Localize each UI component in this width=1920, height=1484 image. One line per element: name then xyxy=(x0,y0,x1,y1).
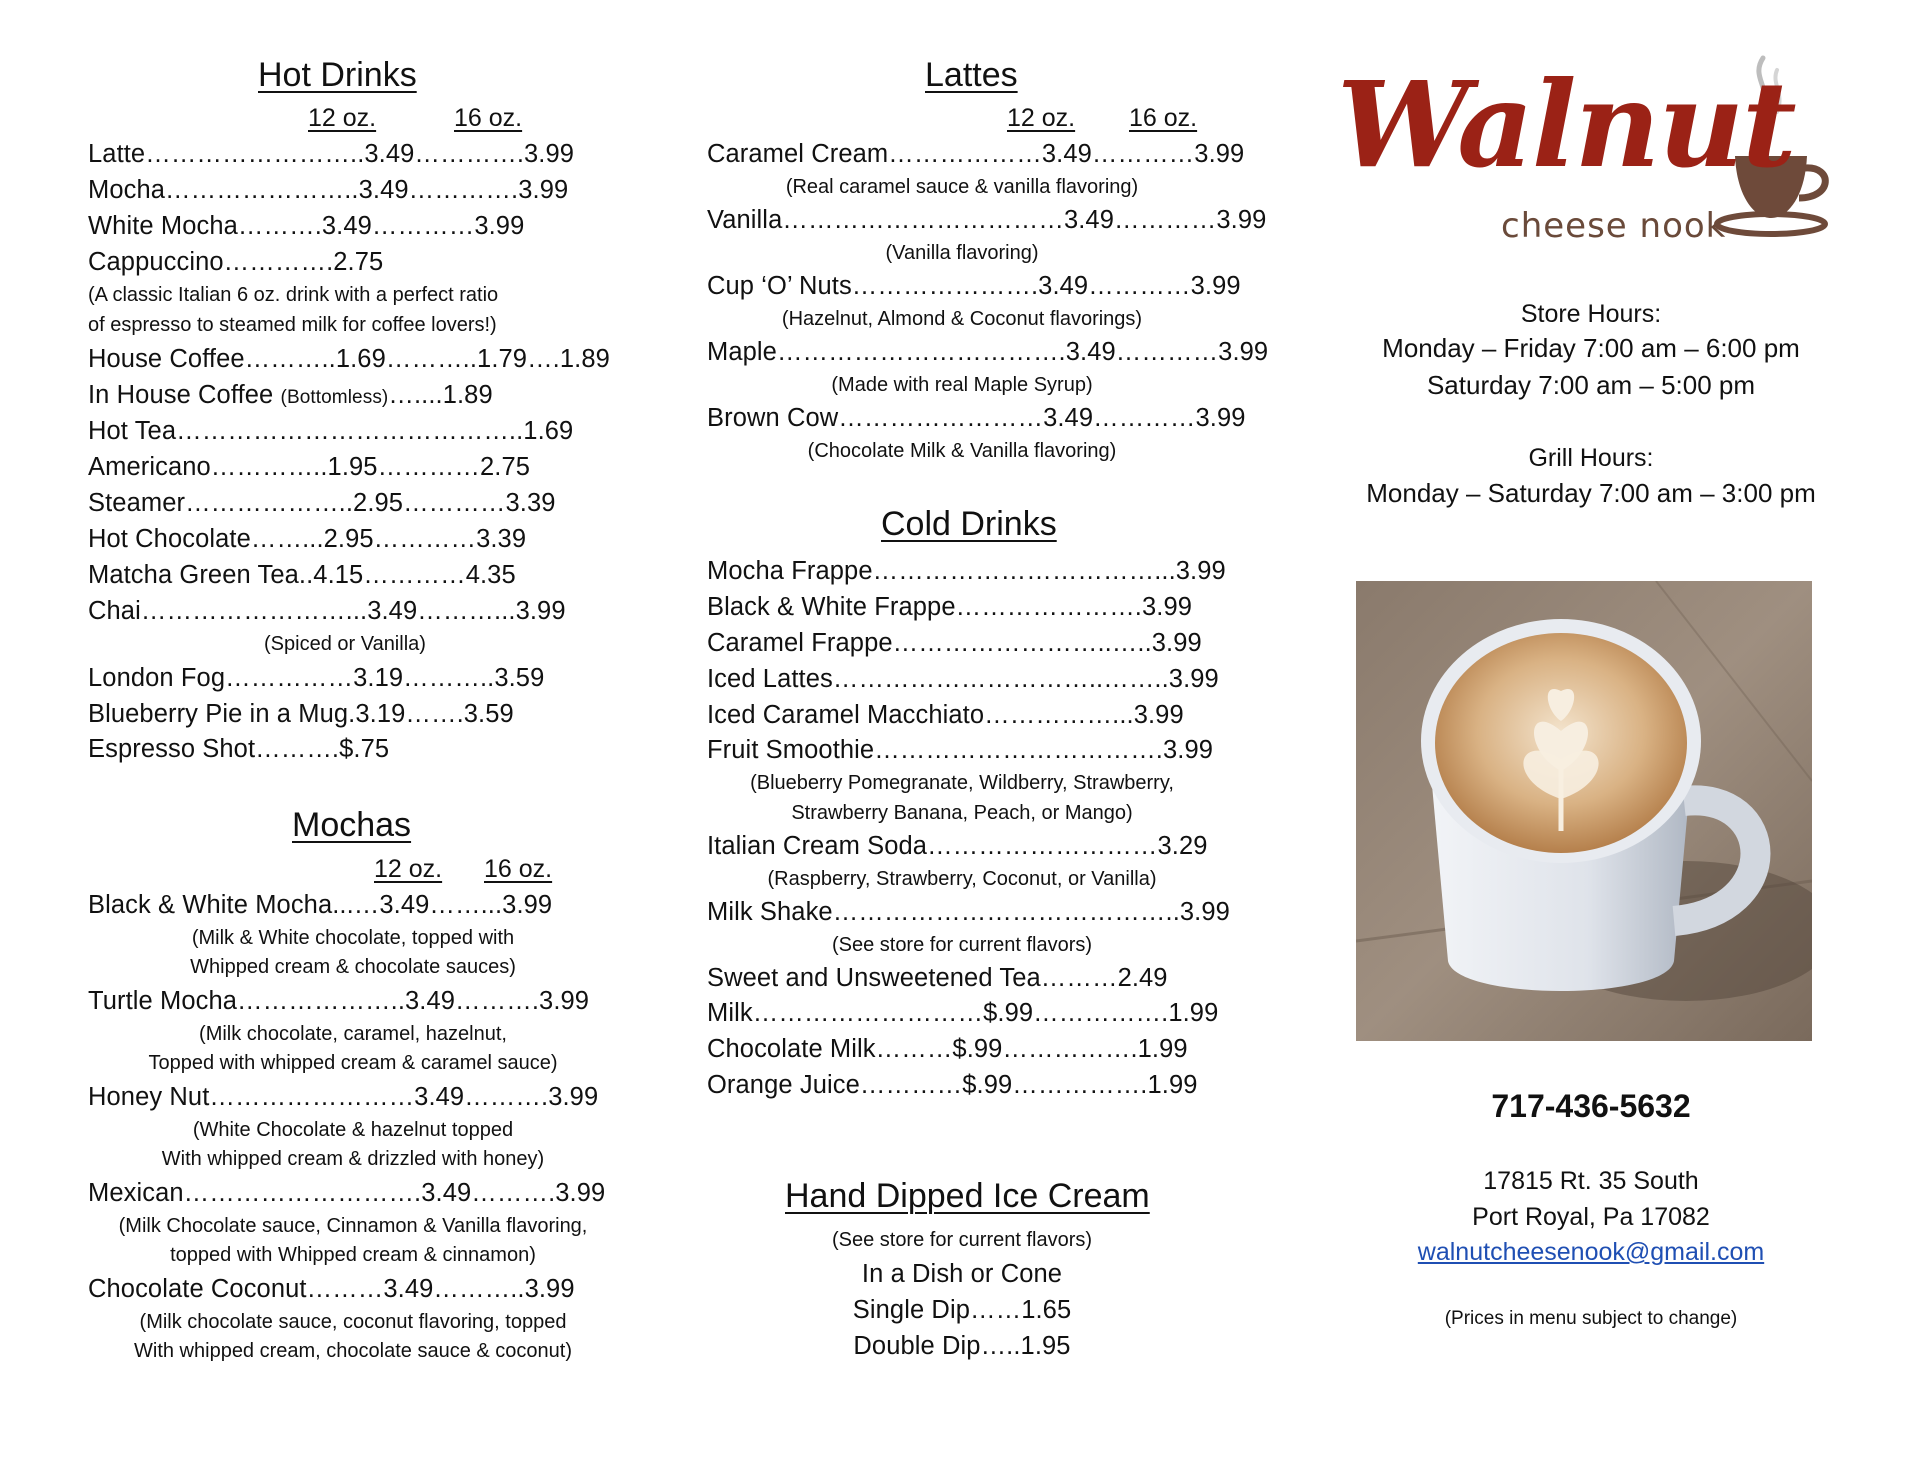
menu-item: House Coffee………..1.69………..1.79….1.89 xyxy=(88,345,610,373)
item-description: (Milk & White chocolate, topped with xyxy=(191,927,515,949)
size-16oz-label: 16 oz. xyxy=(454,104,523,132)
menu-item: Espresso Shot……….$.75 xyxy=(88,735,390,763)
menu-item: Maple…………………………….3.49…………3.99 xyxy=(707,338,1269,366)
menu-item: Double Dip…..1.95 xyxy=(853,1332,1071,1360)
size-16oz-label: 16 oz. xyxy=(484,855,553,883)
menu-item: Caramel Frappe……………………..…..3.99 xyxy=(707,629,1202,657)
size-12oz-label: 12 oz. xyxy=(1007,104,1076,132)
menu-item-name: In House Coffee xyxy=(88,381,274,409)
menu-item: Cup ‘O’ Nuts………………….3.49…………3.99 xyxy=(707,272,1241,300)
menu-item: Orange Juice…………$.99…………….1.99 xyxy=(707,1071,1198,1099)
menu-item: Latte……………………..3.49………….3.99 xyxy=(88,140,575,168)
menu-item: Chocolate Milk………$.99…………….1.99 xyxy=(707,1035,1188,1063)
menu-item-qualifier: (Bottomless) xyxy=(280,387,389,408)
menu-item: London Fog……………3.19………..3.59 xyxy=(88,664,545,692)
item-description: Whipped cream & chocolate sauces) xyxy=(190,956,516,978)
size-12oz-label: 12 oz. xyxy=(374,855,443,883)
menu-item: Black & White Frappe………………….3.99 xyxy=(707,593,1193,621)
section-title-lattes: Lattes xyxy=(925,56,1018,94)
logo-wordmark: Walnut xyxy=(1337,55,1795,194)
store-hours-weekday: Monday – Friday 7:00 am – 6:00 pm xyxy=(1382,333,1800,363)
item-description: (Hazelnut, Almond & Coconut flavorings) xyxy=(781,308,1143,330)
menu-item: Cappuccino………….2.75 xyxy=(88,248,384,276)
menu-item: Mocha…………………..3.49………….3.99 xyxy=(88,176,569,204)
grill-hours-title: Grill Hours: xyxy=(1528,444,1654,472)
menu-item: Italian Cream Soda………………………3.29 xyxy=(707,832,1208,860)
walnut-cheese-nook-logo xyxy=(1325,48,1845,268)
menu-item: Milk Shake…………………………………..3.99 xyxy=(707,898,1230,926)
menu-item: Chai……………………...3.49………...3.99 xyxy=(88,597,566,625)
menu-item: Caramel Cream………………3.49…………3.99 xyxy=(707,140,1245,168)
menu-item: Hot Tea…………………………………..1.69 xyxy=(88,417,574,445)
menu-item: Turtle Mocha………………..3.49……….3.99 xyxy=(88,987,590,1015)
item-description: With whipped cream & drizzled with honey) xyxy=(161,1148,545,1170)
logo-tagline: cheese nook xyxy=(1501,206,1727,246)
section-title-hot-drinks: Hot Drinks xyxy=(258,56,417,94)
price-disclaimer: (Prices in menu subject to change) xyxy=(1444,1308,1738,1329)
menu-item: Sweet and Unsweetened Tea………2.49 xyxy=(707,964,1168,992)
menu-item: Matcha Green Tea..4.15…………4.35 xyxy=(88,561,516,589)
menu-item: Iced Caramel Macchiato……………...3.99 xyxy=(707,701,1184,729)
section-title-cold-drinks: Cold Drinks xyxy=(881,505,1057,543)
menu-item: Single Dip……1.65 xyxy=(852,1296,1072,1324)
menu-item: Iced Lattes…………………………..……..3.99 xyxy=(707,665,1219,693)
item-description: (Vanilla flavoring) xyxy=(885,242,1039,264)
item-description: (Made with real Maple Syrup) xyxy=(831,374,1093,396)
menu-item: Fruit Smoothie…………………………….3.99 xyxy=(707,736,1214,764)
menu-item: Black & White Mocha...…3.49……...3.99 xyxy=(88,891,553,919)
latte-art-cup-photo xyxy=(1356,581,1812,1041)
item-description: With whipped cream, chocolate sauce & coconut) xyxy=(134,1340,572,1362)
item-description: (Spiced or Vanilla) xyxy=(264,633,426,655)
menu-item: Blueberry Pie in a Mug.3.19…….3.59 xyxy=(88,700,514,728)
section-title-mochas: Mochas xyxy=(292,806,412,844)
menu-item: Hot Chocolate……...2.95…………3.39 xyxy=(88,525,527,553)
item-description: of espresso to steamed milk for coffee lovers!) xyxy=(88,314,497,336)
menu-item: Brown Cow……………………3.49…………3.99 xyxy=(707,404,1246,432)
grill-hours: Monday – Saturday 7:00 am – 3:00 pm xyxy=(1366,478,1816,508)
item-description: (Milk chocolate, caramel, hazelnut, xyxy=(199,1023,507,1045)
size-12oz-label: 12 oz. xyxy=(308,104,377,132)
item-description: (Chocolate Milk & Vanilla flavoring) xyxy=(807,440,1117,462)
email-link[interactable]: walnutcheesenook@gmail.com xyxy=(1417,1238,1765,1266)
item-description: (Raspberry, Strawberry, Coconut, or Vanilla) xyxy=(767,868,1157,890)
menu-item: Mocha Frappe……………………………...3.99 xyxy=(707,557,1226,585)
item-description: (Milk Chocolate sauce, Cinnamon & Vanilla flavoring, xyxy=(118,1215,588,1237)
item-description: (See store for current flavors) xyxy=(831,1229,1093,1251)
item-description: (A classic Italian 6 oz. drink with a perfect ratio xyxy=(88,284,499,306)
item-description: (White Chocolate & hazelnut topped xyxy=(192,1119,514,1141)
menu-item: Americano…………..1.95…………2.75 xyxy=(88,453,531,481)
menu-item: White Mocha……….3.49…………3.99 xyxy=(88,212,525,240)
phone-number: 717-436-5632 xyxy=(1491,1088,1691,1124)
menu-item-price: …....1.89 xyxy=(388,381,493,409)
menu-item: Honey Nut……………………3.49……….3.99 xyxy=(88,1083,599,1111)
item-description: (Real caramel sauce & vanilla flavoring) xyxy=(785,176,1139,198)
item-description: (Milk chocolate sauce, coconut flavoring, topped xyxy=(139,1311,567,1333)
menu-item: Mexican……………………….3.49……….3.99 xyxy=(88,1179,606,1207)
store-hours-title: Store Hours: xyxy=(1520,300,1662,328)
menu-item xyxy=(88,381,493,410)
size-16oz-label: 16 oz. xyxy=(1129,104,1198,132)
item-description: (Blueberry Pomegranate, Wildberry, Strawberry, xyxy=(750,772,1174,794)
address-line-2: Port Royal, Pa 17082 xyxy=(1472,1203,1710,1231)
item-description: (See store for current flavors) xyxy=(831,934,1093,956)
menu-item: Milk………………………$.99…………….1.99 xyxy=(707,999,1219,1027)
store-hours-saturday: Saturday 7:00 am – 5:00 pm xyxy=(1426,370,1756,400)
item-description: topped with Whipped cream & cinnamon) xyxy=(170,1244,536,1266)
item-description: Strawberry Banana, Peach, or Mango) xyxy=(791,802,1133,824)
section-title-ice-cream: Hand Dipped Ice Cream xyxy=(785,1177,1150,1215)
menu-item: Vanilla……………………………3.49…………3.99 xyxy=(707,206,1267,234)
menu-item: Chocolate Coconut………3.49………..3.99 xyxy=(88,1275,575,1303)
item-description: Topped with whipped cream & caramel sauce) xyxy=(148,1052,558,1074)
menu-item: In a Dish or Cone xyxy=(861,1260,1063,1288)
address-line-1: 17815 Rt. 35 South xyxy=(1483,1167,1699,1195)
menu-item: Steamer………………..2.95…………3.39 xyxy=(88,489,556,517)
